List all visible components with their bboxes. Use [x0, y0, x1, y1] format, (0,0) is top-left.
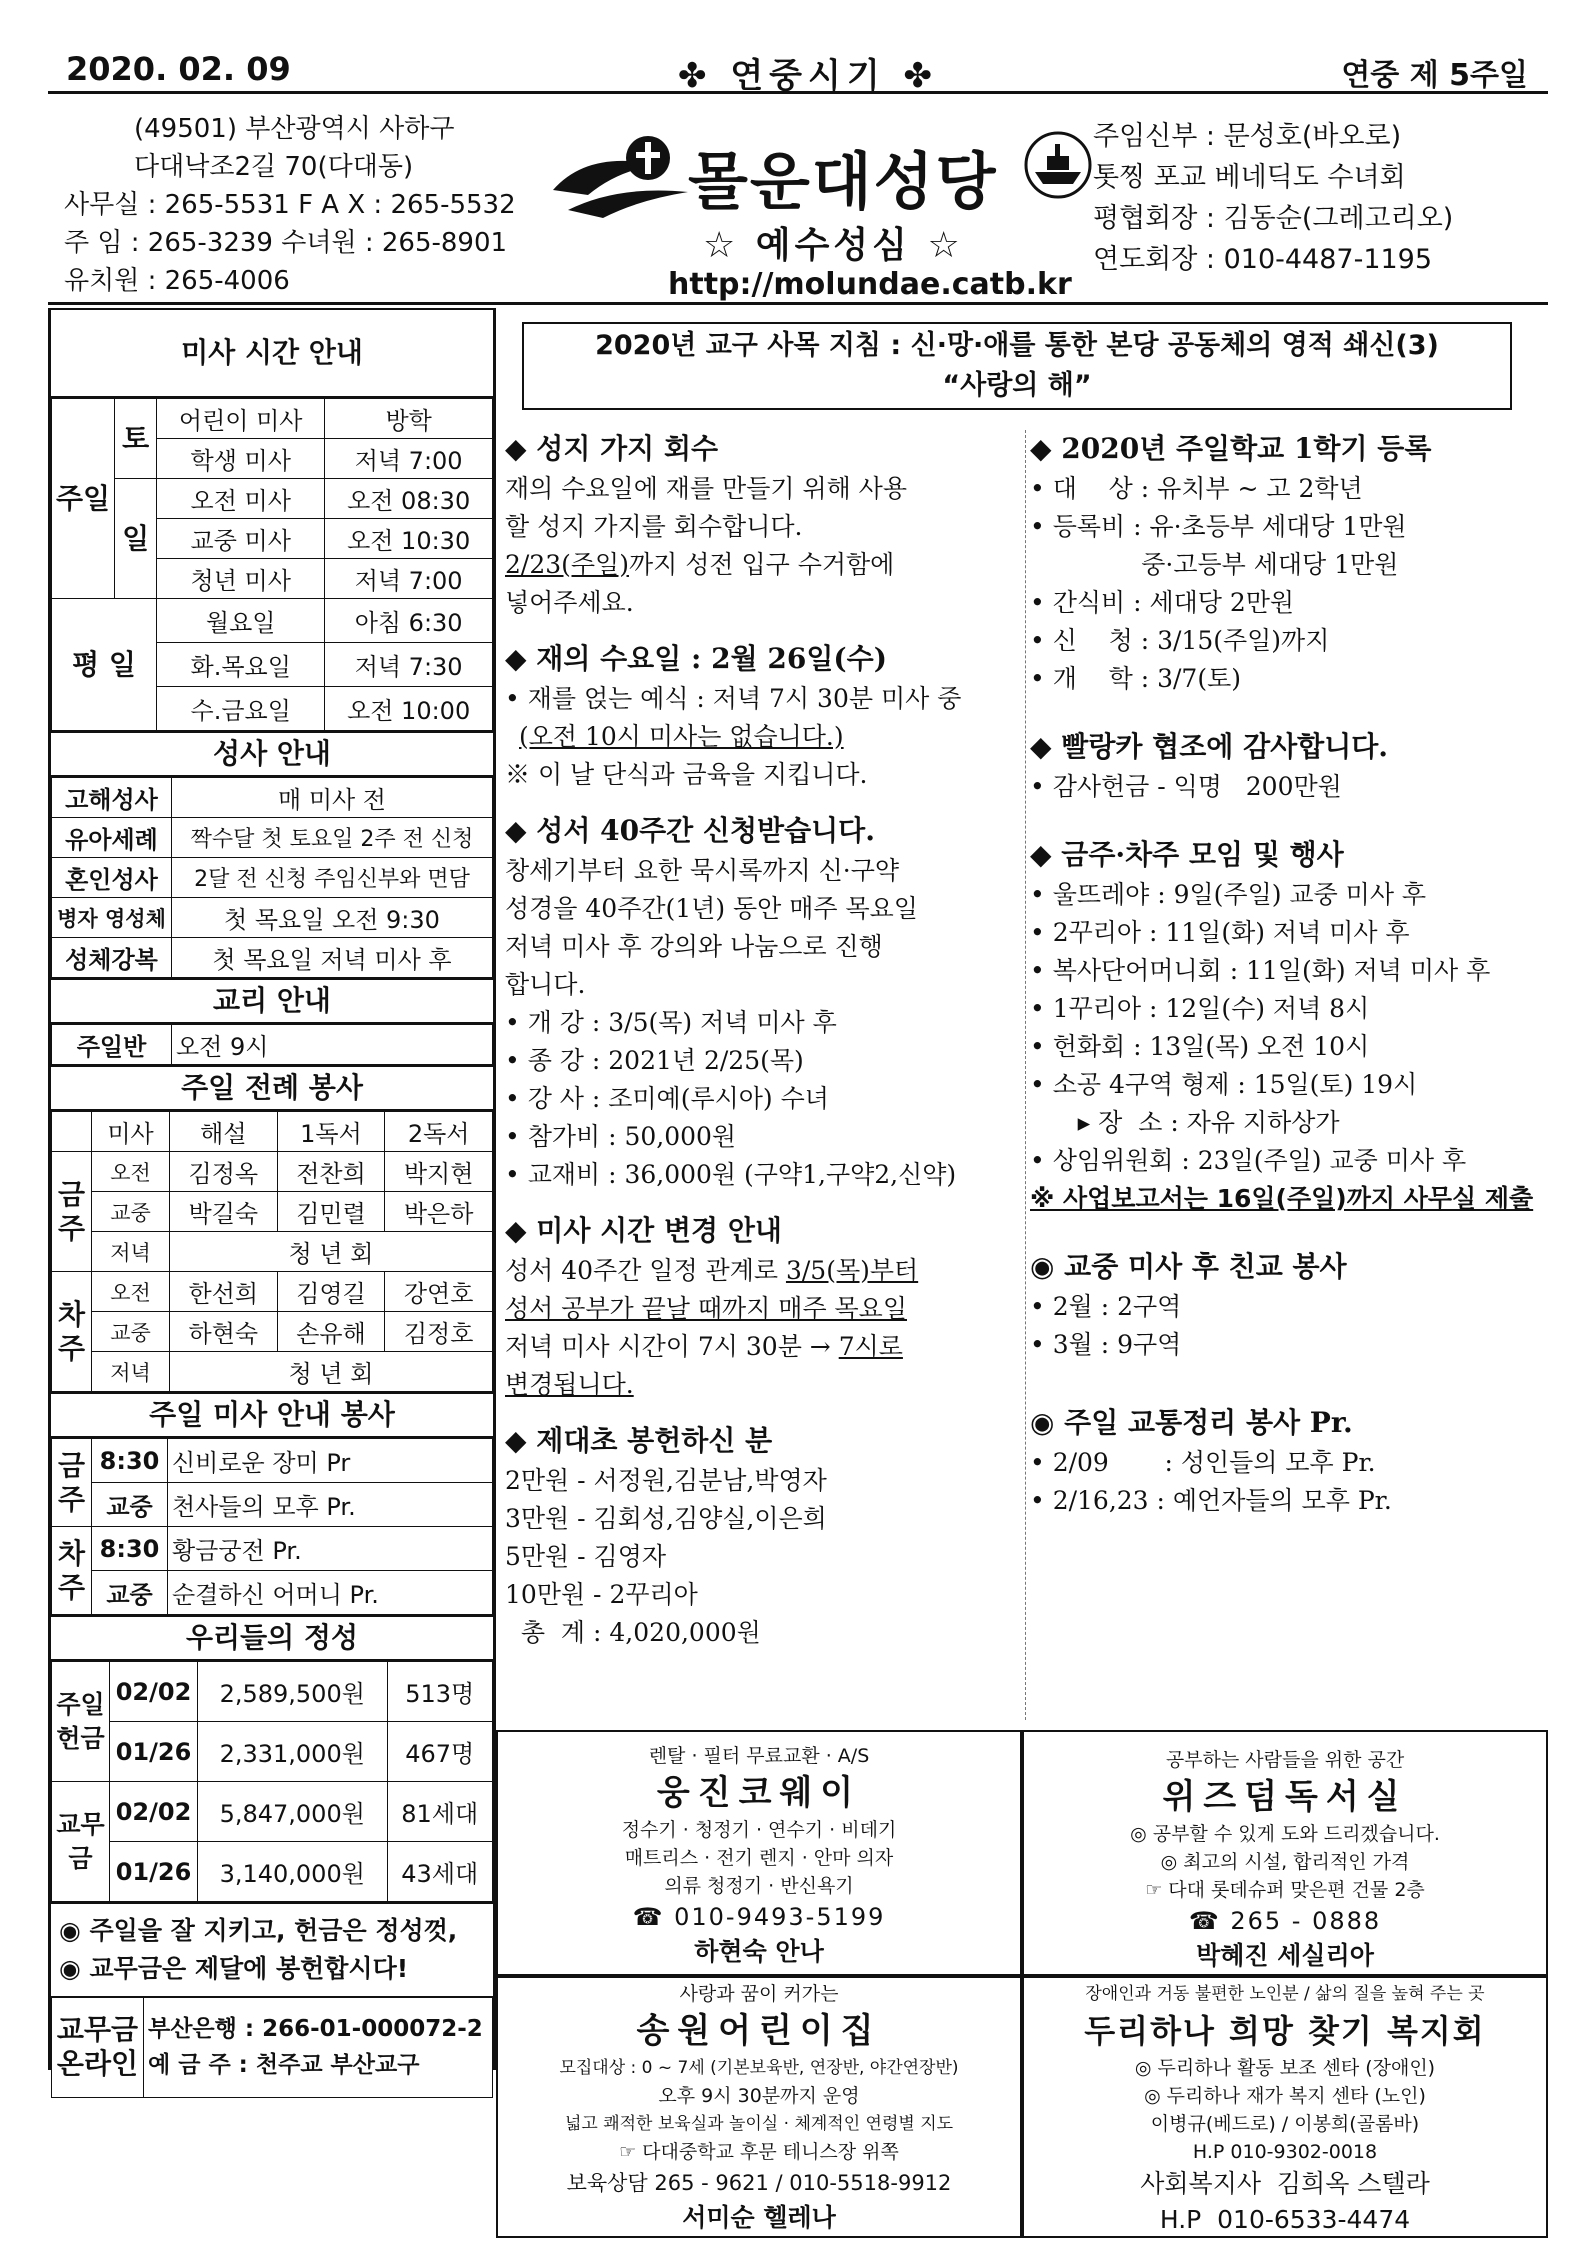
- ad-coway: [496, 1730, 1022, 1976]
- bulletin-date: 2020. 02. 09: [66, 50, 291, 88]
- offering-notes: [51, 1902, 493, 1996]
- mass-time: 오전 10:00: [325, 687, 493, 731]
- doctrine-time: 오전 9시: [172, 1025, 493, 1065]
- youth-group: 청 년 회: [170, 1352, 493, 1392]
- offering-count: 43세대: [387, 1842, 493, 1902]
- text-line: • 상임위원회 : 23일(주일) 교중 미사 후: [1030, 1146, 1467, 1175]
- liturgy-title: 주일 전례 봉사: [51, 1065, 493, 1111]
- next-week-label: 차주: [52, 1272, 92, 1392]
- church-url[interactable]: http://molundae.catb.kr: [668, 267, 1072, 302]
- text-line: • 감사헌금 - 익명 200만원: [1030, 772, 1342, 801]
- liturgical-season: ✤ 연중시기 ✤: [678, 56, 939, 96]
- ad-phone: ☎ 010-9493-5199: [632, 1903, 886, 1931]
- text-line: • 재를 얹는 예식 : 저녁 7시 30분 미사 중: [505, 684, 962, 713]
- section-heading: ◆ 재의 수요일 : 2월 26일(수): [505, 642, 887, 675]
- section-heading: ◉ 주일 교통정리 봉사 Pr.: [1030, 1406, 1353, 1439]
- text-line: • 참가비 : 50,000원: [505, 1122, 737, 1151]
- section-heading: ◆ 제대초 봉헌하신 분: [505, 1424, 773, 1457]
- text-line: ※ 이 날 단식과 금육을 지킵니다.: [505, 760, 868, 789]
- online-label: 교무금 온라인: [52, 1997, 144, 2097]
- mass-name: 수.금요일: [157, 687, 325, 731]
- text-line: 할 성지 가지를 회수합니다.: [505, 512, 803, 541]
- guide-title: 주일 미사 안내 봉사: [51, 1392, 493, 1438]
- guide-slot: 교중: [92, 1571, 168, 1615]
- ad-contact: 서미순 헬레나: [682, 2203, 836, 2232]
- doctrine-table: [51, 1024, 493, 1065]
- text-line: • 개 학 : 3/7(토): [1030, 664, 1241, 693]
- liturgy-header: 미사: [92, 1112, 170, 1152]
- ad-tagline: 장애인과 거동 불편한 노인분 / 삶의 질을 높혀 주는 곳: [1085, 1984, 1485, 2004]
- text-line: • 복사단어머니회 : 11일(화) 저녁 미사 후: [1030, 956, 1491, 985]
- guide-group: 순결하신 어머니 Pr.: [168, 1571, 493, 1615]
- ad-name: 송원어린이집: [636, 2011, 882, 2051]
- guide-slot: 8:30: [92, 1439, 168, 1483]
- sacrament-name: 병자 영성체: [52, 898, 172, 938]
- text-line: 성경을 40주간(1년) 동안 매주 목요일: [505, 894, 918, 923]
- reader-2: 박지현: [385, 1152, 493, 1192]
- offering-amount: 2,331,000원: [198, 1722, 388, 1782]
- mass-time: 저녁 7:00: [325, 439, 493, 479]
- ad-name: 웅진코웨이: [656, 1773, 862, 1813]
- mass-slot: 오전: [92, 1152, 170, 1192]
- sisters: 톳찡 포교 베네딕도 수녀회: [1093, 162, 1406, 193]
- ad-contact: 박혜진 세실리아: [1196, 1941, 1374, 1970]
- liturgy-header: 1독서: [277, 1112, 385, 1152]
- sacrament-name: 고해성사: [52, 778, 172, 818]
- text-line: 10만원 - 2꾸리아: [505, 1580, 698, 1609]
- ad-line: ◎ 두리하나 재가 복지 센타 (노인): [1144, 2085, 1426, 2107]
- mass-time: 오전 10:30: [325, 519, 493, 559]
- mass-name: 어린이 미사: [157, 399, 325, 439]
- offering-count: 81세대: [387, 1782, 493, 1842]
- liturgical-week: 연중 제 5주일: [1341, 58, 1528, 93]
- events-note: ※ 사업보고서는 16일(주일)까지 사무실 제출: [1030, 1184, 1534, 1213]
- pastor: 주임신부 : 문성호(바오로): [1093, 121, 1402, 152]
- sacrament-name: 성체강복: [52, 938, 172, 978]
- ad-line: 오후 9시 30분까지 운영: [658, 2085, 860, 2107]
- liturgy-table: [51, 1111, 493, 1392]
- mass-slot: 오전: [92, 1272, 170, 1312]
- ad-line: ◎ 두리하나 활동 보조 센타 (장애인): [1134, 2057, 1436, 2079]
- reader-2: 김정호: [385, 1312, 493, 1352]
- office-phone: 사무실 : 265-5531 F A X : 265-5532: [64, 190, 516, 220]
- guide-group: 천사들의 모후 Pr.: [168, 1483, 493, 1527]
- text-line: 중·고등부 세대당 1만원: [1030, 550, 1399, 579]
- text-line: • 2월 : 2구역: [1030, 1292, 1182, 1321]
- ad-contact: 하현숙 안나: [694, 1937, 824, 1966]
- section-heading: ◆ 미사 시간 변경 안내: [505, 1214, 782, 1247]
- sunday-label: 주일: [52, 399, 115, 599]
- church-motto: ☆ 예수성심 ☆: [703, 225, 964, 266]
- mass-name: 학생 미사: [157, 439, 325, 479]
- online-payment-table: [51, 1996, 493, 2098]
- bank-info: [144, 1997, 493, 2097]
- sacraments-table: [51, 777, 493, 978]
- address-line: 다대낙조2길 70(다대동): [134, 152, 414, 182]
- offering-amount: 2,589,500원: [198, 1662, 388, 1722]
- offering-date: 02/02: [110, 1782, 198, 1842]
- mass-time: 저녁 7:00: [325, 559, 493, 599]
- ad-songwon-daycare: [496, 1976, 1022, 2238]
- address-line: (49501) 부산광역시 사하구: [134, 114, 455, 144]
- offering-count: 513명: [387, 1662, 493, 1722]
- text-line: • 등록비 : 유·초등부 세대당 1만원: [1030, 512, 1407, 541]
- this-week-label: 금주: [52, 1439, 92, 1527]
- text-line: • 울뜨레야 : 9일(주일) 교중 미사 후: [1030, 880, 1427, 909]
- text-line: 재의 수요일에 재를 만들기 위해 사용: [505, 474, 907, 503]
- parish-due-label: 교무금: [52, 1782, 110, 1902]
- section-heading: ◉ 교중 미사 후 친교 봉사: [1030, 1250, 1347, 1283]
- mass-slot: 저녁: [92, 1352, 170, 1392]
- ad-line: ◎ 공부할 수 있게 도와 드리겠습니다.: [1130, 1823, 1440, 1845]
- rectory-phone: 주 임 : 265-3239 수녀원 : 265-8901: [64, 228, 508, 258]
- offering-amount: 5,847,000원: [198, 1782, 388, 1842]
- ad-phone: ☎ 265 - 0888: [1188, 1907, 1382, 1935]
- guide-slot: 교중: [92, 1483, 168, 1527]
- offering-date: 01/26: [110, 1722, 198, 1782]
- sacrament-info: 2달 전 신청 주임신부와 면담: [172, 858, 493, 898]
- text-line: • 종 강 : 2021년 2/25(목): [505, 1046, 804, 1075]
- reader-1: 김영길: [277, 1272, 385, 1312]
- ad-line: H.P 010-9302-0018: [1192, 2141, 1378, 2163]
- church-name: 몰운대성당: [688, 145, 998, 218]
- mass-time: 아침 6:30: [325, 599, 493, 643]
- doctrine-title: 교리 안내: [51, 978, 493, 1024]
- text-line: 넣어주세요.: [505, 588, 634, 617]
- text-line: ▸ 장 소 : 자유 지하상가: [1030, 1108, 1340, 1137]
- mass-slot: 교중: [92, 1192, 170, 1232]
- liturgy-header: 2독서: [385, 1112, 493, 1152]
- ad-tagline: 렌탈 · 필터 무료교환 · A/S: [648, 1745, 870, 1767]
- account-holder: 예 금 주 : 천주교 부산교구: [148, 2052, 420, 2079]
- reader-2: 강연호: [385, 1272, 493, 1312]
- reader-1: 전찬희: [277, 1152, 385, 1192]
- ad-phone: 보육상담 265 - 9621 / 010-5518-9912: [566, 2171, 952, 2195]
- guide-slot: 8:30: [92, 1527, 168, 1571]
- mass-name: 청년 미사: [157, 559, 325, 599]
- text-line: 저녁 미사 시간이 7시 30분 → 7시로: [505, 1332, 903, 1361]
- youth-group: 청 년 회: [170, 1232, 493, 1272]
- text-line: • 대 상 : 유치부 ~ 고 2학년: [1030, 474, 1363, 503]
- sunday-offering-label: 주일헌금: [52, 1662, 110, 1782]
- ad-name: 위즈덤독서실: [1162, 1777, 1408, 1817]
- saturday-label: 토: [115, 399, 157, 479]
- text-line: (오전 10시 미사는 없습니다.): [519, 722, 844, 751]
- header: [48, 100, 1548, 305]
- text-line: 창세기부터 요한 묵시록까지 신·구약: [505, 856, 900, 885]
- this-week-label: 금주: [52, 1152, 92, 1272]
- mass-time: 오전 08:30: [325, 479, 493, 519]
- offering-date: 02/02: [110, 1662, 198, 1722]
- offering-date: 01/26: [110, 1842, 198, 1902]
- ad-line: 모집대상 : 0 ~ 7세 (기본보육반, 연장반, 야간연장반): [559, 2058, 959, 2078]
- middle-column: [505, 430, 1025, 1652]
- sunday-day-label: 일: [115, 479, 157, 599]
- text-line: • 헌화회 : 13일(목) 오전 10시: [1030, 1032, 1370, 1061]
- text-line: • 강 사 : 조미예(루시아) 수녀: [505, 1084, 829, 1113]
- text-line: 성서 공부가 끝날 때까지 매주 목요일: [505, 1294, 907, 1323]
- guideline-line: 2020년 교구 사목 지침 : 신·망·애를 통한 본당 공동체의 영적 쇄신(3): [595, 330, 1439, 361]
- right-column: [1030, 430, 1550, 1520]
- text-line: 합니다.: [505, 970, 586, 999]
- commentator: 김정옥: [170, 1152, 278, 1192]
- column-divider: [1025, 430, 1026, 1720]
- left-column: [48, 308, 496, 2081]
- reader-1: 김민렬: [277, 1192, 385, 1232]
- mass-name: 교중 미사: [157, 519, 325, 559]
- text-line: • 2/09 : 성인들의 모후 Pr.: [1030, 1448, 1376, 1477]
- section-heading: ◆ 성지 가지 회수: [505, 432, 719, 465]
- ad-line: ☞ 다대 롯데슈퍼 맞은편 건물 2층: [1145, 1879, 1425, 1901]
- kindergarten-phone: 유치원 : 265-4006: [64, 266, 290, 296]
- text-line: 5만원 - 김영자: [505, 1542, 666, 1571]
- ad-line: 의류 청정기 · 반신욕기: [664, 1875, 854, 1897]
- liturgy-header: 해설: [170, 1112, 278, 1152]
- ad-line: ☞ 다대중학교 후문 테니스장 위쪽: [619, 2141, 899, 2163]
- mass-time: 방학: [325, 399, 493, 439]
- offering-note: ◉ 교무금은 제달에 봉헌합시다!: [59, 1954, 409, 1983]
- church-logo: [548, 122, 1088, 302]
- text-line: 저녁 미사 후 강의와 나눔으로 진행: [505, 932, 883, 961]
- offering-title: 우리들의 정성: [51, 1615, 493, 1661]
- text-line: • 개 강 : 3/5(목) 저녁 미사 후: [505, 1008, 837, 1037]
- offering-amount: 3,140,000원: [198, 1842, 388, 1902]
- top-bar: [48, 44, 1548, 94]
- commentator: 박길숙: [170, 1192, 278, 1232]
- ad-line: 정수기 · 청정기 · 연수기 · 비데기: [621, 1819, 897, 1841]
- guide-group: 황금궁전 Pr.: [168, 1527, 493, 1571]
- text-line: 3만원 - 김회성,김양실,이은희: [505, 1504, 827, 1533]
- commentator: 하현숙: [170, 1312, 278, 1352]
- staff-info: [1093, 116, 1453, 280]
- text-line: • 2꾸리아 : 11일(화) 저녁 미사 후: [1030, 918, 1410, 947]
- ad-line: 매트리스 · 전기 렌지 · 안마 의자: [624, 1847, 894, 1869]
- prayer-leader: 연도회장 : 010-4487-1195: [1093, 244, 1433, 275]
- text-line: • 신 청 : 3/15(주일)까지: [1030, 626, 1330, 655]
- offering-count: 467명: [387, 1722, 493, 1782]
- weekday-label: 평 일: [52, 599, 157, 731]
- text-line: 2/23(주일)까지 성전 입구 수거함에: [505, 550, 895, 579]
- section-heading: ◆ 빨랑카 협조에 감사합니다.: [1030, 730, 1389, 763]
- section-heading: ◆ 성서 40주간 신청받습니다.: [505, 814, 875, 847]
- text-line: • 2/16,23 : 예언자들의 모후 Pr.: [1030, 1486, 1392, 1515]
- sacrament-info: 짝수달 첫 토요일 2주 전 신청: [172, 818, 493, 858]
- council-president: 평협회장 : 김동순(그레고리오): [1093, 203, 1454, 234]
- text-line: 변경됩니다.: [505, 1370, 634, 1399]
- church-address: [64, 110, 516, 300]
- mass-slot: 교중: [92, 1312, 170, 1352]
- guide-group: 신비로운 장미 Pr: [168, 1439, 493, 1483]
- text-line: 성서 40주간 일정 관계로 3/5(목)부터: [505, 1256, 919, 1285]
- ad-line: 넓고 쾌적한 보육실과 놀이실 · 체계적인 연령별 지도: [564, 2114, 954, 2134]
- mass-name: 오전 미사: [157, 479, 325, 519]
- text-line: • 간식비 : 세대당 2만원: [1030, 588, 1295, 617]
- ad-phone: H.P 010-6533-4474: [1159, 2205, 1411, 2234]
- next-week-label: 차주: [52, 1527, 92, 1615]
- ad-tagline: 공부하는 사람들을 위한 공간: [1165, 1749, 1405, 1771]
- ad-line: 이병규(베드로) / 이봉희(골롬바): [1150, 2113, 1420, 2135]
- pastoral-guideline: [522, 322, 1512, 410]
- text-line: • 교재비 : 36,000원 (구약1,구약2,신약): [505, 1160, 957, 1189]
- doctrine-label: 주일반: [52, 1025, 172, 1065]
- text-line: • 1꾸리아 : 12일(수) 저녁 8시: [1030, 994, 1370, 1023]
- reader-1: 손유해: [277, 1312, 385, 1352]
- bank-account: 부산은행 : 266-01-000072-2: [148, 2016, 483, 2043]
- ad-line: ◎ 최고의 시설, 합리적인 가격: [1160, 1851, 1410, 1873]
- ad-durihana-welfare: [1022, 1976, 1548, 2238]
- guideline-motto: “사랑의 해”: [942, 370, 1092, 401]
- text-line: • 소공 4구역 형제 : 15일(토) 19시: [1030, 1070, 1418, 1099]
- ship-emblem-icon: [1023, 130, 1093, 200]
- cross-swoosh-icon: [548, 130, 698, 220]
- mass-slot: 저녁: [92, 1232, 170, 1272]
- ad-name: 두리하나 희망 찾기 복지회: [1084, 2012, 1486, 2050]
- section-heading: ◆ 2020년 주일학교 1학기 등록: [1030, 432, 1432, 465]
- offering-table: [51, 1661, 493, 1902]
- sacrament-name: 유아세례: [52, 818, 172, 858]
- mass-time: 저녁 7:30: [325, 643, 493, 687]
- text-line: 총 계 : 4,020,000원: [505, 1618, 761, 1647]
- text-line: • 3월 : 9구역: [1030, 1330, 1182, 1359]
- sacrament-info: 첫 목요일 저녁 미사 후: [172, 938, 493, 978]
- mass-schedule-table: [51, 398, 493, 731]
- mass-name: 화.목요일: [157, 643, 325, 687]
- ad-contact: 사회복지사 김희옥 스텔라: [1140, 2169, 1430, 2198]
- sacraments-title: 성사 안내: [51, 731, 493, 777]
- sacrament-info: 첫 목요일 오전 9:30: [172, 898, 493, 938]
- text-line: 2만원 - 서정원,김분남,박영자: [505, 1466, 827, 1495]
- reader-2: 박은하: [385, 1192, 493, 1232]
- mass-schedule-title: 미사 시간 안내: [51, 308, 493, 398]
- offering-note: ◉ 주일을 잘 지키고, 헌금은 정성껏,: [59, 1916, 458, 1945]
- sacrament-info: 매 미사 전: [172, 778, 493, 818]
- mass-name: 월요일: [157, 599, 325, 643]
- ad-tagline: 사랑과 꿈이 커가는: [679, 1983, 839, 2005]
- commentator: 한선희: [170, 1272, 278, 1312]
- guide-table: [51, 1438, 493, 1615]
- sacrament-name: 혼인성사: [52, 858, 172, 898]
- ad-wisdom-library: [1022, 1730, 1548, 1976]
- section-heading: ◆ 금주·차주 모임 및 행사: [1030, 838, 1344, 871]
